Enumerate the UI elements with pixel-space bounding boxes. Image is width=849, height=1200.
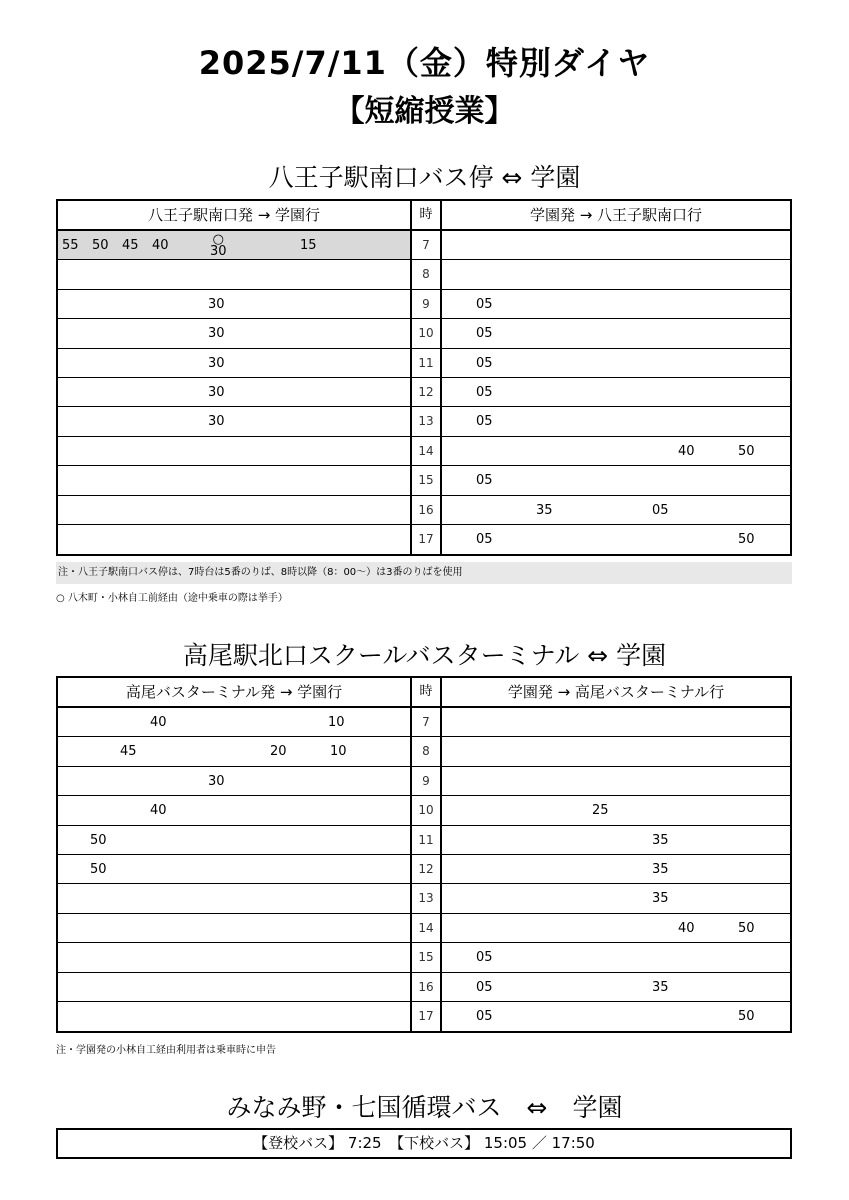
departures-left [58,525,410,554]
departures-right [442,796,790,824]
departures-left [58,496,410,524]
departure-minute: 20 [270,744,287,760]
departures-right [442,826,790,854]
departure-minute: 50 [92,238,109,253]
hour-cell: 9 [422,296,430,311]
departure-minute: 45 [122,238,139,253]
departure-minute: 05 [476,950,493,966]
timetable-takao [56,676,792,1033]
header-hour: 時 [419,684,433,699]
departure-minute: 40 [678,443,695,459]
departures-left [58,884,410,912]
table-row [58,943,790,972]
departure-minute: 05 [476,414,493,430]
table-row [58,767,790,796]
header-right: 学園発 → 八王子駅南口行 [529,206,703,224]
departure-minute: 35 [652,832,669,848]
header-left: 高尾バスターミナル発 → 学園行 [125,683,343,701]
table-row [58,914,790,943]
departures-right [442,708,790,736]
hour-cell: 14 [418,443,434,458]
table-row [58,378,790,407]
table-row [58,525,790,554]
hour-cell: 8 [422,267,430,282]
departure-minute: 05 [476,296,493,312]
hour-cell: 14 [418,920,434,935]
departure-minute: 05 [476,1008,493,1024]
departures-right [442,884,790,912]
departures-right [442,378,790,406]
hour-cell: 17 [418,531,434,546]
departures-right [442,231,790,259]
departures-left [58,437,410,465]
hour-cell: 16 [418,502,434,517]
departures-left [58,407,410,435]
hour-cell: 11 [418,355,434,370]
departure-minute: 05 [476,979,493,995]
departures-left [58,737,410,765]
departure-minute: 50 [738,920,755,936]
departures-left [58,914,410,942]
departure-minute: ○ 30 [210,232,227,259]
departure-minute: 40 [678,920,695,936]
departures-right [442,349,790,377]
hour-cell: 13 [418,414,434,429]
departure-minute: 45 [120,744,137,760]
departures-left [58,319,410,347]
departure-minute: 30 [208,414,225,430]
table-row [58,466,790,495]
table-row [58,796,790,825]
departures-left [58,973,410,1001]
departure-minute: 40 [150,803,167,819]
departure-minute: 25 [592,803,609,819]
table-row [58,884,790,913]
departure-minute: 50 [738,1008,755,1024]
departures-right [442,943,790,971]
departures-left [58,708,410,736]
departures-right [442,737,790,765]
departure-minute: 05 [476,473,493,489]
departure-minute: 05 [652,502,669,518]
departure-minute: 55 [62,238,79,253]
table-row [58,319,790,348]
departure-minute: 30 [208,326,225,342]
page-subtitle: 【短縮授業】 [334,94,515,129]
table-row [58,1002,790,1031]
header-left: 八王子駅南口発 → 学園行 [147,206,321,224]
hour-cell: 10 [418,803,434,818]
hour-cell: 15 [418,950,434,965]
hour-cell: 10 [418,326,434,341]
departures-right [442,973,790,1001]
table-row [58,737,790,766]
departure-minute: 10 [328,715,345,730]
departures-right [442,319,790,347]
departure-minute: 35 [652,861,669,877]
departures-left [58,826,410,854]
departure-minute: 35 [652,891,669,907]
departures-left [58,943,410,971]
hour-cell: 11 [418,832,434,847]
section1-title: 八王子駅南口バス停 ⇔ 学園 [268,163,581,192]
hour-cell: 9 [422,773,430,788]
hour-cell: 17 [418,1008,434,1023]
departures-left [58,855,410,883]
departures-left [58,1002,410,1031]
departures-right [442,767,790,795]
table-row [58,855,790,884]
page-title: 2025/7/11（金）特別ダイヤ [198,44,651,82]
note-boarding-platform: 注・八王子駅南口バス停は、7時台は5番のりば、8時以降（8：00～）は3番のりばを使用 [56,562,792,584]
departures-right [442,466,790,494]
departure-minute: 30 [208,384,225,400]
departure-minute: 05 [476,384,493,400]
departure-minute: 40 [152,238,169,253]
hour-cell: 8 [422,744,430,759]
departures-right [442,496,790,524]
loop-bus-times: 【登校バス】 7:25 【下校バス】 15:05 ／ 17:50 [56,1128,792,1159]
hour-cell: 15 [418,473,434,488]
timetable-hachioji [56,199,792,556]
departures-left [58,796,410,824]
header-right: 学園発 → 高尾バスターミナル行 [507,683,725,701]
note-kobayashi: 注・学園発の小林自工経由利用者は乗車時に申告 [56,1045,276,1056]
note-route-via: ○ 八木町・小林自工前経由（途中乗車の際は挙手） [56,593,288,604]
departures-right [442,525,790,554]
table-row [58,708,790,737]
hour-cell: 7 [422,238,430,252]
table-row [58,260,790,289]
departures-right [442,855,790,883]
table-header [58,678,790,708]
departure-minute: 50 [90,861,107,877]
departures-left [58,349,410,377]
hour-cell: 7 [422,715,430,729]
departures-right [442,260,790,288]
table-header [58,201,790,231]
table-row [58,231,790,260]
hour-cell: 13 [418,891,434,906]
departures-right [442,407,790,435]
departures-right [442,290,790,318]
hour-cell: 12 [418,861,434,876]
departures-right [442,437,790,465]
table-row [58,290,790,319]
departures-left [58,767,410,795]
departures-left [58,260,410,288]
departure-minute: 30 [208,296,225,312]
hour-cell: 16 [418,979,434,994]
departure-minute: 10 [330,744,347,760]
departure-minute: 05 [476,531,493,547]
departures-left [58,378,410,406]
departures-right [442,1002,790,1031]
departure-minute: 30 [208,773,225,789]
table-row [58,973,790,1002]
departure-minute: 30 [208,355,225,371]
departure-minute: 50 [738,443,755,459]
departure-minute: 15 [300,238,317,253]
table-row [58,826,790,855]
table-row [58,437,790,466]
departures-right [442,914,790,942]
header-hour: 時 [419,207,433,222]
departure-minute: 40 [150,715,167,730]
section3-title: みなみ野・七国循環バス ⇔ 学園 [226,1093,623,1122]
departures-left [58,466,410,494]
table-row [58,407,790,436]
departures-left [58,290,410,318]
table-row [58,349,790,378]
departure-minute: 50 [738,531,755,547]
departure-minute: 35 [536,502,553,518]
departure-minute: 05 [476,355,493,371]
hour-cell: 12 [418,384,434,399]
departure-minute: 05 [476,326,493,342]
table-row [58,496,790,525]
section2-title: 高尾駅北口スクールバスターミナル ⇔ 学園 [182,641,667,670]
departure-minute: 35 [652,979,669,995]
departure-minute: 50 [90,832,107,848]
departures-left [58,231,410,259]
